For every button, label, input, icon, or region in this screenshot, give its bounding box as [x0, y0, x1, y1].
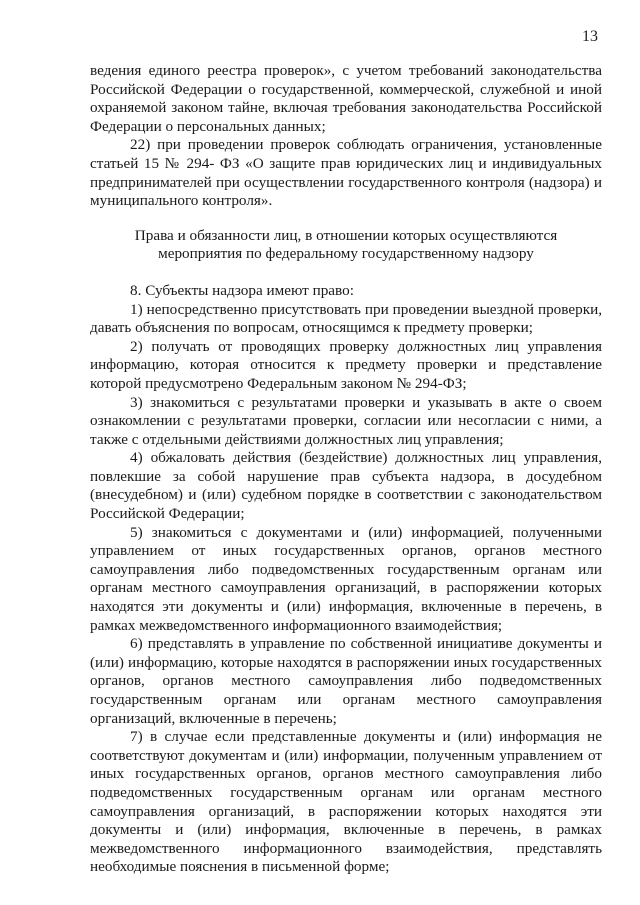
document-body [90, 62, 602, 877]
paragraph-8: 8. Субъекты надзора имеют право: [130, 281, 354, 299]
right-item-1: 1) непосредственно присутствовать при проведении выездной проверки, давать объяснения по вопросам, относящимся к предмету проверки; [90, 300, 602, 337]
page-number: 13 [582, 28, 598, 45]
right-item-4: 4) обжаловать действия (бездействие) должностных лиц управления, повлекшие за собой нарушение прав субъекта надзора, в досудебном (внесудебном) и (или) судебном порядке в соответствии с законодательством Российской Федерации; [90, 449, 602, 523]
paragraph-continuation: ведения единого реестра проверок», с учетом требований законодательства Российской Федерации о государственной, коммерческой, служебной и иной охраняемой законом тайне, включая требования законодательства Российской Федерации о персональных данных; [90, 62, 602, 135]
right-item-2: 2) получать от проводящих проверку должностных лиц управления информацию, которая относится к предмету проверки и представление которой предусмотрено Федеральным законом № 294-ФЗ; [90, 337, 602, 392]
right-item-6: 6) представлять в управление по собственной инициативе документы и (или) информацию, которые находятся в распоряжении иных государственных органов, органов местного самоуправления либо подведомственных государственным органам или органам местного самоуправления организаций, включенные в перечень; [90, 635, 602, 727]
paragraph-22: 22) при проведении проверок соблюдать ограничения, установленные статьей 15 № 294- ФЗ «О защите прав юридических лиц и индивидуальных предпринимателей при осуществлении государственного контроля (надзора) и муниципального контроля». [90, 136, 602, 210]
right-item-5: 5) знакомиться с документами и (или) информацией, полученными управлением от иных государственных органов, органов местного самоуправления либо подведомственных государственным органам или органам местного самоуправления организаций, в распоряжении которых находятся эти документы и (или) информация, включенные в перечень, в рамках межведомственного информационного взаимодействия; [90, 523, 602, 634]
right-item-7: 7) в случае если представленные документы и (или) информация не соответствуют документам и (или) информации, полученным управлением от иных государственных органов, органов местного самоуправления либо подведомственных государственным органам или органам местного самоуправления организаций, в распоряжении которых находятся эти документы и (или) информация, включенные в перечень, в рамках межведомственного информационного взаимодействия, представлять необходимые пояснения в письменной форме; [90, 728, 602, 876]
section-heading: Права и обязанности лиц, в отношении которых осуществляются мероприятия по федеральному государственному надзору [134, 226, 558, 263]
right-item-3: 3) знакомиться с результатами проверки и указывать в акте о своем ознакомлении с результатами проверки, согласии или несогласии с ними, а также с отдельными действиями должностных лиц управления; [90, 393, 602, 448]
